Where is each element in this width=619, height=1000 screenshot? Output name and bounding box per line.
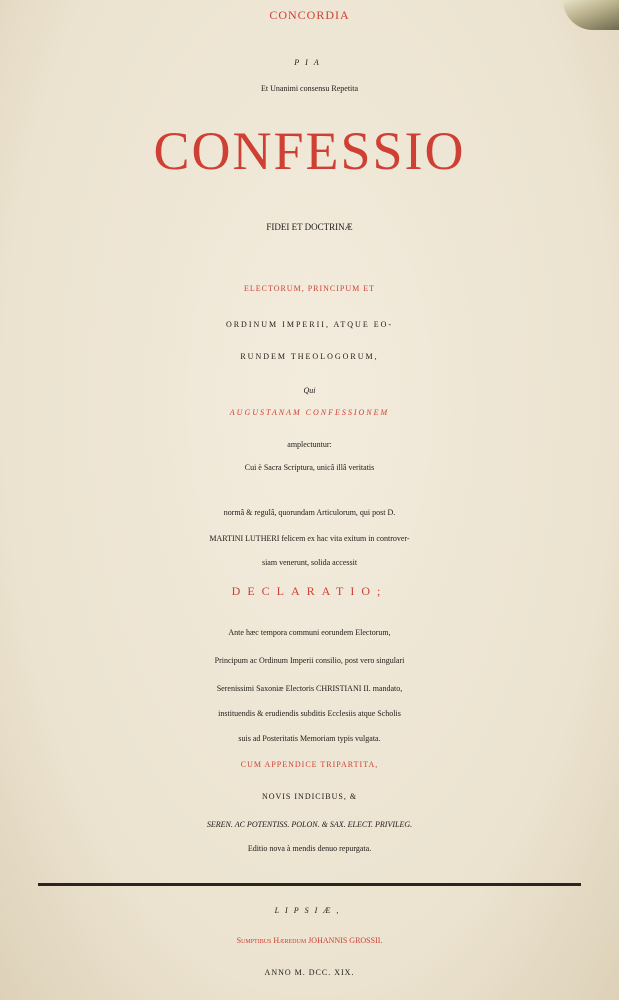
title-pia: PIA bbox=[294, 58, 325, 67]
line-norma: normâ & regulâ, quorundam Articulorum, qui post D. bbox=[223, 508, 396, 517]
horizontal-rule bbox=[38, 883, 581, 886]
imprint-sumptibus: Sumptibus Hæredum bbox=[236, 936, 307, 945]
imprint-year: ANNO M. DCC. XIX. bbox=[264, 968, 355, 977]
line-principum: Principum ac Ordinum Imperii consilio, post vero singulari bbox=[214, 656, 405, 665]
imprint-lipsiae: LIPSIÆ, bbox=[274, 906, 345, 915]
line-electorum: ELECTORUM, PRINCIPUM ET bbox=[243, 284, 376, 293]
line-amplectuntur: amplectuntur: bbox=[287, 440, 332, 449]
line-serenissimi: Serenissimi Saxoniæ Electoris CHRISTIANI II. mandato, bbox=[216, 684, 403, 693]
line-theologorum: RUNDEM THEOLOGORUM, bbox=[240, 352, 379, 361]
line-appendice: CUM APPENDICE TRIPARTITA, bbox=[240, 760, 379, 769]
line-siam-venerunt: siam venerunt, solida accessit bbox=[261, 558, 358, 567]
imprint-publisher bbox=[0, 936, 619, 945]
title-fidei-doctrinae: FIDEI ET DOCTRINÆ bbox=[266, 222, 353, 232]
title-concordia: CONCORDIA bbox=[269, 8, 350, 22]
subtitle-repetita: Et Unanimi consensu Repetita bbox=[260, 84, 359, 93]
line-qui: Qui bbox=[303, 386, 316, 395]
line-instituendis: instituendis & erudiendis subditis Ecclesiis atque Scholis bbox=[218, 709, 401, 718]
line-indicibus: NOVIS INDICIBUS, & bbox=[261, 792, 358, 801]
line-sacra-scriptura: Cui è Sacra Scriptura, unicâ illâ veritatis bbox=[244, 463, 375, 472]
line-editio-nova: Editio nova à mendis denuo repurgata. bbox=[247, 844, 372, 853]
line-martini-lutheri: MARTINI LUTHERI felicem ex hac vita exitum in controver- bbox=[209, 534, 410, 543]
line-augustanam: AUGUSTANAM CONFESSIONEM bbox=[229, 408, 390, 417]
line-privileg: SEREN. AC POTENTISS. POLON. & SAX. ELECT. PRIVILEG. bbox=[206, 820, 413, 829]
title-declaratio: DECLARATIO; bbox=[231, 584, 388, 598]
title-confessio: CONFESSIO bbox=[153, 121, 466, 181]
line-ordinum: ORDINUM IMPERII, ATQUE EO- bbox=[225, 320, 394, 329]
line-ante-haec: Ante hæc tempora communi eorundem Electorum, bbox=[228, 628, 391, 637]
imprint-grossii: JOHANNIS GROSSII. bbox=[308, 936, 383, 945]
line-posteritatis: suis ad Posteritatis Memoriam typis vulgata. bbox=[238, 734, 381, 743]
